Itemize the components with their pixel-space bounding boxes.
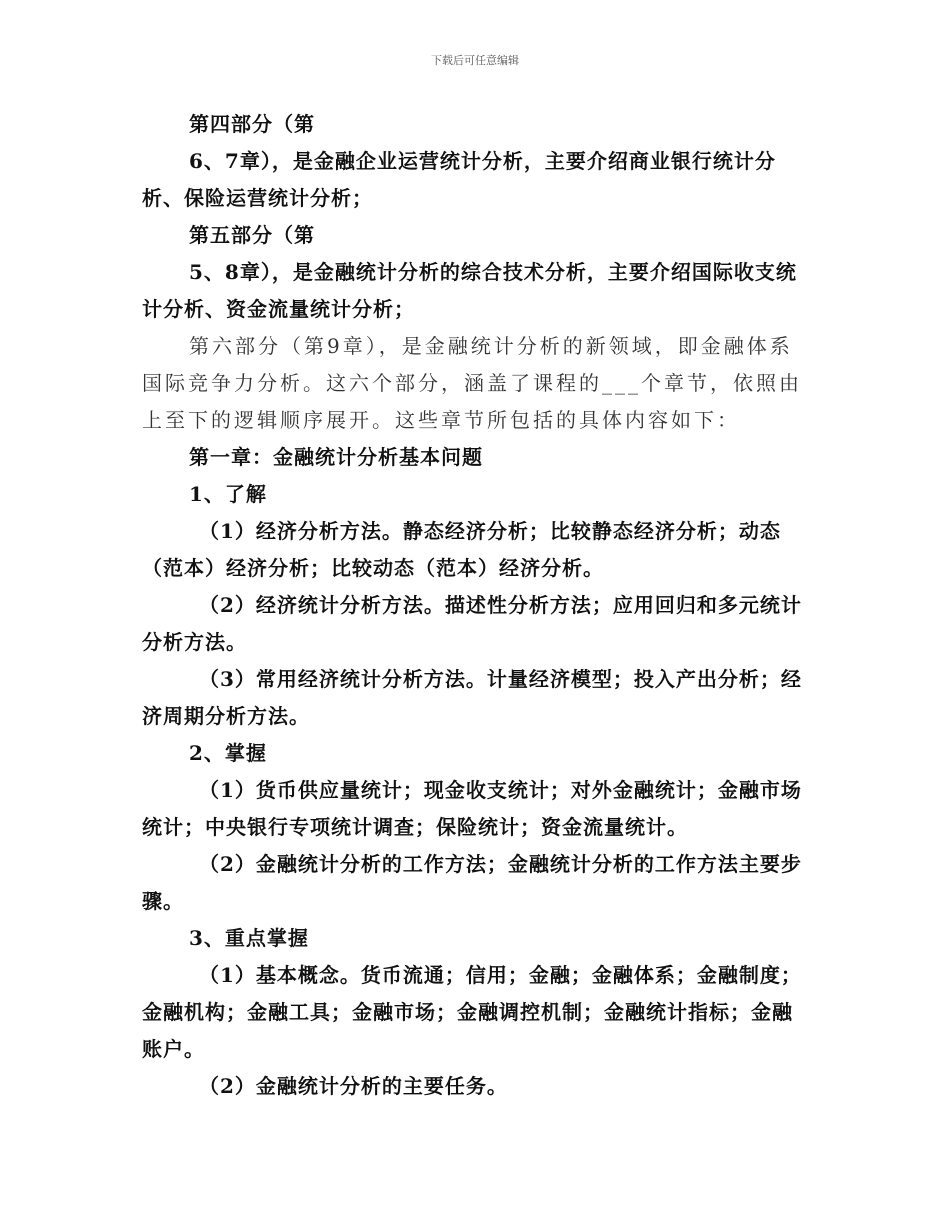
part4-paragraph: 6、7章），是金融企业运营统计分析，主要介绍商业银行统计分析、保险运营统计分析； xyxy=(142,149,776,210)
section3-title: 3、重点掌握 xyxy=(189,926,309,950)
section1-item-1: （1）经济分析方法。静态经济分析；比较静态经济分析；动态（范本）经济分析；比较动态（范本）经济分析。 xyxy=(142,519,781,580)
section2-item-1: （1）货币供应量统计；现金收支统计；对外金融统计；金融市场统计；中央银行专项统计调查；保险统计；资金流量统计。 xyxy=(142,778,802,839)
part6-paragraph: 第六部分（第9章），是金融统计分析的新领域，即金融体系国际竞争力分析。这六个部分，涵盖了课程的___个章节，依照由上至下的逻辑顺序展开。这些章节所包括的具体内容如下： xyxy=(142,334,802,432)
section2-title: 2、掌握 xyxy=(189,741,267,765)
document-body xyxy=(142,106,812,1105)
section3-item-2: （2）金融统计分析的主要任务。 xyxy=(199,1074,508,1098)
section3-item-1: （1）基本概念。货币流通；信用；金融；金融体系；金融制度；金融机构；金融工具；金融市场；金融调控机制；金融统计指标；金融账户。 xyxy=(142,963,802,1061)
part5-heading: 第五部分（第 xyxy=(189,223,315,247)
part5-paragraph: 5、8章），是金融统计分析的综合技术分析，主要介绍国际收支统计分析、资金流量统计分析； xyxy=(142,260,797,321)
chapter1-title: 第一章：金融统计分析基本问题 xyxy=(189,445,483,469)
section1-item-3: （3）常用经济统计分析方法。计量经济模型；投入产出分析；经济周期分析方法。 xyxy=(142,667,802,728)
section1-title: 1、了解 xyxy=(189,482,267,506)
section1-item-2: （2）经济统计分析方法。描述性分析方法；应用回归和多元统计分析方法。 xyxy=(142,593,802,654)
part4-heading: 第四部分（第 xyxy=(189,112,315,136)
page-header-note: 下载后可任意编辑 xyxy=(431,54,519,67)
section2-item-2: （2）金融统计分析的工作方法；金融统计分析的工作方法主要步骤。 xyxy=(142,852,802,913)
